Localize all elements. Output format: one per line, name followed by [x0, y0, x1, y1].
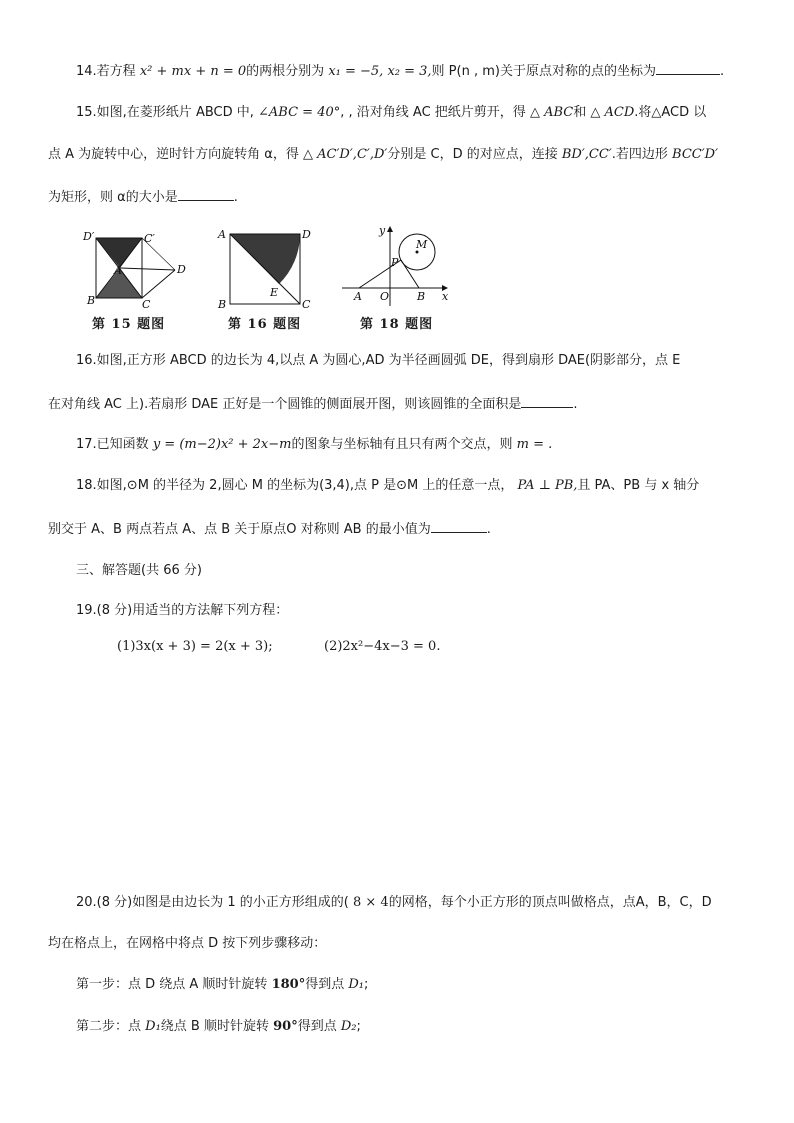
section-3-title: 三、解答题(共 66 分)	[76, 563, 202, 578]
q20-text-1b: 的网格，每个小正方形的顶点叫做格点，点A，B，C，D	[388, 895, 712, 910]
q20-step-1-degree: 180°	[271, 977, 306, 992]
q20-step-1-end: ;	[364, 977, 369, 992]
q19-part-1: (1)3x(x + 3) = 2(x + 3);	[117, 639, 273, 654]
q20-step-2-point-2: D₂	[340, 1019, 357, 1034]
q20-step-1-text-b: 得到点	[305, 977, 345, 992]
q17-text-b: 的图象与坐标轴有且只有两个交点，则	[291, 437, 513, 452]
q14-text-a: 14.若方程	[76, 64, 136, 79]
q20-step-2-point: D₁	[145, 1019, 161, 1034]
q17-text-c: m = .	[516, 437, 553, 452]
q20-step-2	[76, 1017, 754, 1037]
q19-part-2: (2)2x²−4x−3 = 0.	[324, 639, 441, 654]
fig15-label-b: B	[87, 294, 96, 307]
q17-line	[76, 435, 754, 455]
q15-text-2c: .若四边形	[611, 147, 668, 162]
fig18-label-y: y	[379, 224, 386, 237]
q15-text-3: 为矩形，则 α的大小是	[48, 190, 178, 205]
q14-equation: x² + mx + n = 0	[139, 64, 247, 79]
q20-text-1a: 20.(8 分)如图是由边长为 1 的小正方形组成的(	[76, 895, 349, 910]
q18-text-1b: 且 PA、PB 与 x 轴分	[577, 478, 700, 493]
fig15-line-dc	[142, 270, 175, 298]
q19-title-line	[76, 601, 754, 621]
q15-triangle-acd-prime: △ AC′D′,C′,D′	[303, 147, 388, 162]
q16-text-2: 在对角线 AC 上).若扇形 DAE 正好是一个圆锥的侧面展开图，则该圆锥的全面积是	[48, 397, 522, 412]
q20-line-2	[48, 934, 754, 954]
figure-16	[212, 226, 320, 312]
q20-step-2-end: ;	[356, 1019, 361, 1034]
q18-line-1	[76, 476, 754, 496]
fig18-label-a: A	[354, 290, 362, 303]
fig18-label-o: O	[380, 290, 390, 303]
q14-text-c: 则 P(n , m)关于原点对称的点的坐标为	[431, 64, 656, 79]
q18-perpendicular: PA ⊥ PB,	[517, 478, 578, 493]
q15-text-1d: .将△ACD 以	[634, 105, 707, 120]
q15-end: .	[233, 190, 238, 205]
q15-text-1a: 15.如图,在菱形纸片 ABCD 中,	[76, 105, 254, 120]
fig15-label-d: D	[177, 263, 186, 276]
fig18-label-b: B	[417, 290, 426, 303]
section-3-heading	[76, 561, 754, 581]
q20-step-1-point: D₁	[348, 977, 365, 992]
q15-quadrilateral: BCC′D′	[672, 147, 719, 162]
fig18-line-pb	[401, 260, 419, 288]
q14-answer-blank	[656, 60, 720, 75]
fig15-label-c-prime: C′	[144, 232, 155, 245]
fig15-label-d-prime: D′	[83, 230, 95, 243]
fig15-label-a: A	[114, 264, 122, 277]
q15-triangle-acd: △ ACD	[590, 105, 635, 120]
q20-grid-size: 8 × 4	[352, 895, 389, 910]
q18-line-2	[48, 518, 754, 540]
q18-text-1a: 18.如图,⊙M 的半径为 2,圆心 M 的坐标为(3,4),点 P 是⊙M 上的任意一点，	[76, 478, 514, 493]
figure-15	[80, 228, 200, 310]
q16-end: .	[573, 397, 578, 412]
q15-line-1	[76, 103, 754, 123]
q15-text-2a: 点 A 为旋转中心，逆时针方向旋转角 α，得	[48, 147, 299, 162]
fig15-caption: 第 15 题图	[92, 317, 166, 332]
fig16-caption: 第 16 题图	[228, 317, 302, 332]
q16-text-1: 16.如图,正方形 ABCD 的边长为 4,以点 A 为圆心,AD 为半径画圆弧 DE，得到扇形 DAE(阴影部分，点 E	[76, 353, 681, 368]
fig18-label-m: M	[416, 238, 428, 251]
q14-end: .	[719, 64, 725, 79]
q14-roots: x₁ = −5, x₂ = 3,	[328, 64, 432, 79]
fig18-label-p: P	[391, 256, 399, 269]
q20-step-2-text-c: 得到点	[297, 1019, 337, 1034]
q19-parts-line	[117, 637, 754, 657]
q18-text-2: 别交于 A、B 两点若点 A、点 B 关于原点O 对称则 AB 的最小值为	[48, 522, 431, 537]
q20-text-2: 均在格点上，在网格中将点 D 按下列步骤移动：	[48, 936, 327, 951]
q20-step-1-text-a: 第一步：点 D 绕点 A 顺时针旋转	[76, 977, 268, 992]
fig18-y-arrow	[387, 226, 393, 232]
q15-text-1b: , , 沿对角线 AC 把纸片剪开，得	[340, 105, 526, 120]
q14-text-b: 的两根分别为	[246, 64, 325, 79]
fig15-line-ad	[120, 268, 175, 270]
q19-title: 19.(8 分)用适当的方法解下列方程：	[76, 603, 289, 618]
q20-step-2-text-a: 第二步：点	[76, 1019, 142, 1034]
q15-triangle-abc: △ ABC	[529, 105, 574, 120]
fig18-caption: 第 18 题图	[360, 317, 434, 332]
fig16-label-a: A	[218, 228, 226, 241]
q16-line-1	[76, 351, 754, 371]
fig16-shaded-sector	[230, 234, 300, 284]
q20-step-2-degree: 90°	[273, 1019, 298, 1034]
q15-text-2b: 分别是 C，D 的对应点，连接	[387, 147, 558, 162]
q20-step-2-text-b: 绕点 B 顺时针旋转	[160, 1019, 269, 1034]
q15-answer-blank	[178, 186, 234, 201]
fig16-label-c: C	[302, 298, 311, 311]
fig15-label-c: C	[142, 298, 151, 310]
q18-end: .	[486, 522, 491, 537]
figure-18	[338, 224, 450, 310]
fig16-label-d: D	[302, 228, 311, 241]
q16-answer-blank	[521, 393, 573, 408]
q14-line	[76, 60, 754, 82]
q17-text-a: 17.已知函数	[76, 437, 149, 452]
fig16-label-b: B	[218, 298, 227, 311]
fig18-label-x: x	[442, 290, 449, 303]
q20-step-1	[76, 975, 754, 995]
q16-line-2	[48, 393, 754, 415]
q15-text-1c: 和	[573, 105, 587, 120]
q15-angle: ∠ABC = 40°	[258, 105, 341, 120]
fig16-label-e: E	[270, 286, 279, 299]
q15-line-2	[48, 145, 754, 165]
q15-segments: BD′,CC′	[561, 147, 612, 162]
q17-function: y = (m−2)x² + 2x−m	[152, 437, 292, 452]
q20-line-1	[76, 893, 754, 913]
q15-line-3	[48, 186, 754, 208]
q18-answer-blank	[431, 518, 487, 533]
